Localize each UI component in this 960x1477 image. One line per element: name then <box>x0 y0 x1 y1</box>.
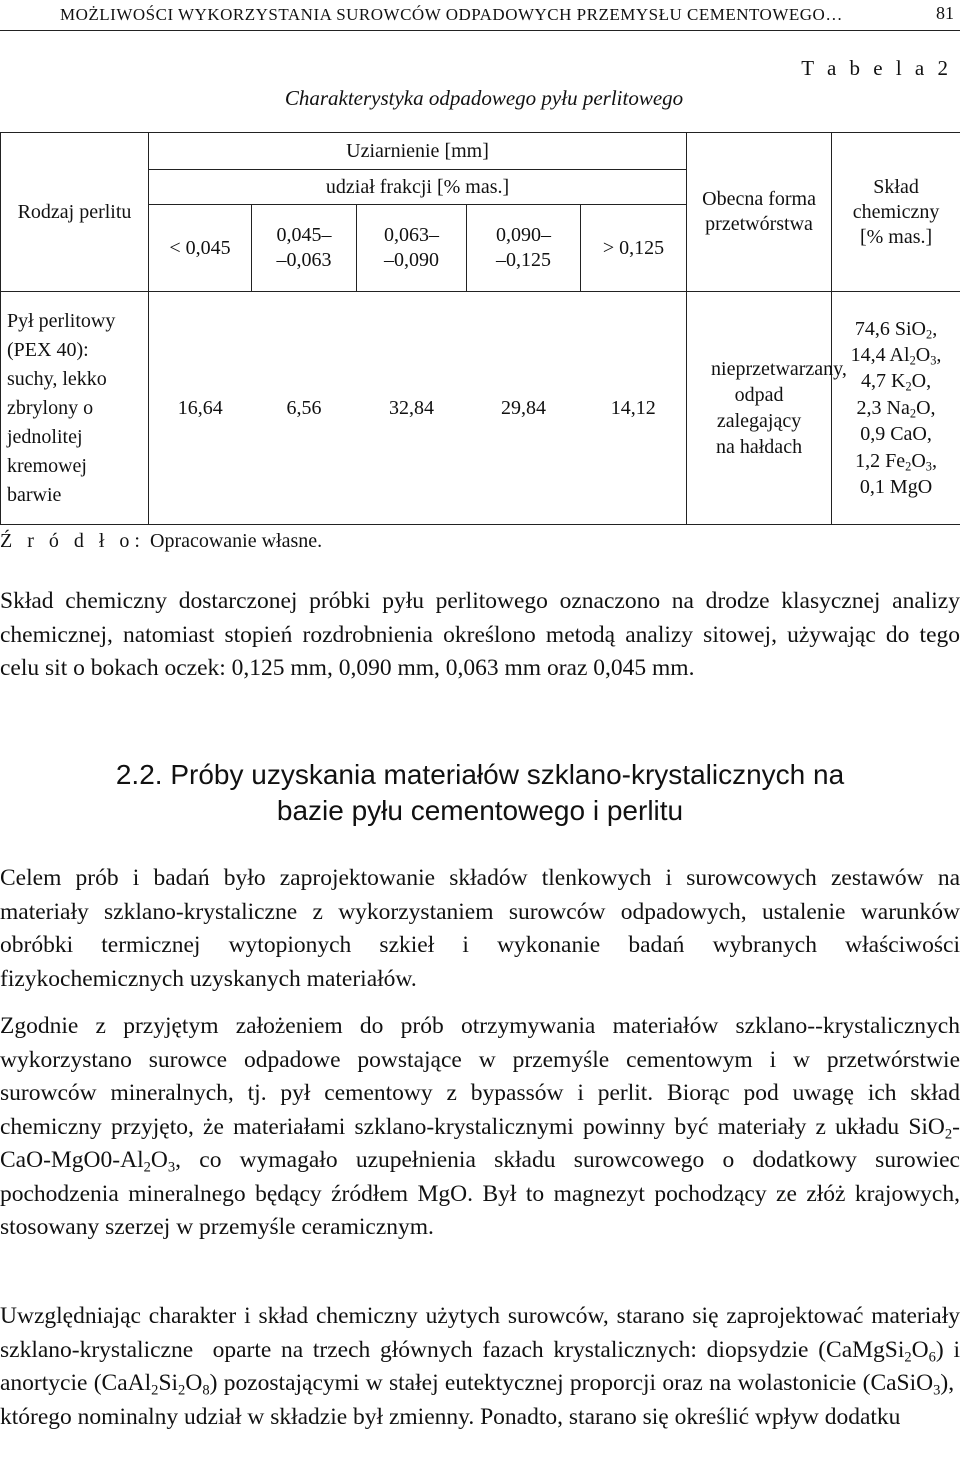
row-chemical <box>832 292 960 525</box>
paragraph-analysis: Skład chemiczny dostarczonej próbki pyłu perlitowego oznaczono na drodze klasycznej analizy chemicznej, natomiast stopień rozdrobnienia określono metodą analizy sitowej, używając do tego celu sit o bokach oczek: 0,125 mm, 0,090 mm, 0,063 mm oraz 0,045 mm. <box>0 588 960 681</box>
chem-mgo: 0,1 MgO <box>859 475 933 498</box>
row-fraction-5: 14,12 <box>581 292 687 525</box>
header-fraction-2: 0,045– –0,063 <box>252 205 357 292</box>
source-label: Ź r ó d ł o: <box>0 530 145 552</box>
chem-na2o: 2,3 $Na_2O$, <box>856 396 936 421</box>
source-text: Opracowanie własne. <box>150 530 323 552</box>
chem-cao: 0,9 CaO, <box>860 423 932 446</box>
section-heading-line1: 2.2. Próby uzyskania materiałów szklano-krystalicznych na <box>115 759 845 790</box>
page-number: 81 <box>936 3 954 23</box>
header-chemical: Skład chemiczny [% mas.] <box>832 133 960 292</box>
section-heading-line2: bazie pyłu cementowego i perlitu <box>276 795 684 826</box>
header-fraction-share: udział frakcji [% mas.] <box>149 170 687 205</box>
header-grain-size: Uziarnienie [mm] <box>149 133 687 170</box>
header-fraction-4: 0,090– –0,125 <box>467 205 581 292</box>
table-caption <box>0 86 960 111</box>
row-fraction-2: 6,56 <box>252 292 357 525</box>
running-header <box>0 0 960 31</box>
table-label: T a b e l a 2 <box>801 56 952 80</box>
row-processing: nieprzetwarzany, odpad zalegający na hałdach <box>687 292 832 525</box>
chem-al2o3: 14,4 $Al_2O_3$, <box>850 344 942 368</box>
header-fraction-1: < 0,045 <box>149 205 252 292</box>
table-caption-text: Charakterystyka odpadowego pyłu perlitowego <box>284 86 684 110</box>
chem-fe2o3: 1,2 $Fe_2O_3$, <box>855 449 937 474</box>
paragraph-design: Uwzględniając charakter i skład chemiczny użytych surowców, starano się zaprojektować materiały szklano-krystaliczne oparte na trzech głównych fazach krystalicznych: diopsydzie $(CaMgSi_2O_6)$ i anortycie $(CaAl_2Si_2O_8)$ pozostającymi w stałej eutektycznej proporcji oraz na wolastonicie (CaSiO$_3$), którego nominalny udział w składzie był zmienny. Ponadto, starano się określić wpływ dodatku <box>0 1303 960 1430</box>
running-title: MOŻLIWOŚCI WYKORZYSTANIA SUROWCÓW ODPADOWYCH PRZEMYSŁU CEMENTOWEGO… <box>60 5 843 24</box>
paragraph-aim: Celem prób i badań było zaprojektowanie składów tlenkowych i surowcowych zestawów na materiały szklano-krystaliczne z wykorzystaniem surowców odpadowych, ustalenie warunków obróbki termicznej wytopionych szkieł i wykonanie badań wybranych właściwości fizykochemicznych uzyskanych materiałów. <box>0 865 960 992</box>
paragraph-raw-materials: Zgodnie z przyjętym założeniem do prób otrzymywania materiałów szklano--krystalicznych wykorzystano surowce odpadowe powstające w przemyśle cementowym i w przetwórstwie surowców mineralnych, tj. pył cementowy z bypassów i perlit. Biorąc pod uwagę ich skład chemiczny przyjęto, że materiałami szklano-krystalicznymi powinny być materiały z układu $SiO_2-CaO-MgO0-Al_2O_3$, co wymagało uzupełnienia składu surowcowego o dodatkowy surowiec pochodzenia mineralnego będący źródłem MgO. Był to magnezyt pochodzący ze złóż krajowych, stosowany szerzej w przemyśle ceramicznym. <box>0 1013 960 1240</box>
header-fraction-3: 0,063– –0,090 <box>357 205 467 292</box>
table-source <box>0 530 322 553</box>
row-fraction-3: 32,84 <box>357 292 467 525</box>
header-perlite-type: Rodzaj perlitu <box>1 133 149 292</box>
chem-k2o: 4,7 $K_2O$, <box>860 370 932 395</box>
header-processing: Obecna forma przetwórstwa <box>687 133 832 292</box>
chem-sio2: 74,6 SiO$_2$, <box>854 317 938 342</box>
row-fraction-1: 16,64 <box>149 292 252 525</box>
header-fraction-5: > 0,125 <box>581 205 687 292</box>
row-perlite-type: Pył perlitowy (PEX 40): suchy, lekko zbrylony o jednolitej kremowej barwie <box>1 292 149 525</box>
section-heading <box>0 757 960 829</box>
perlite-characteristics-table <box>0 132 960 525</box>
row-fraction-4: 29,84 <box>467 292 581 525</box>
